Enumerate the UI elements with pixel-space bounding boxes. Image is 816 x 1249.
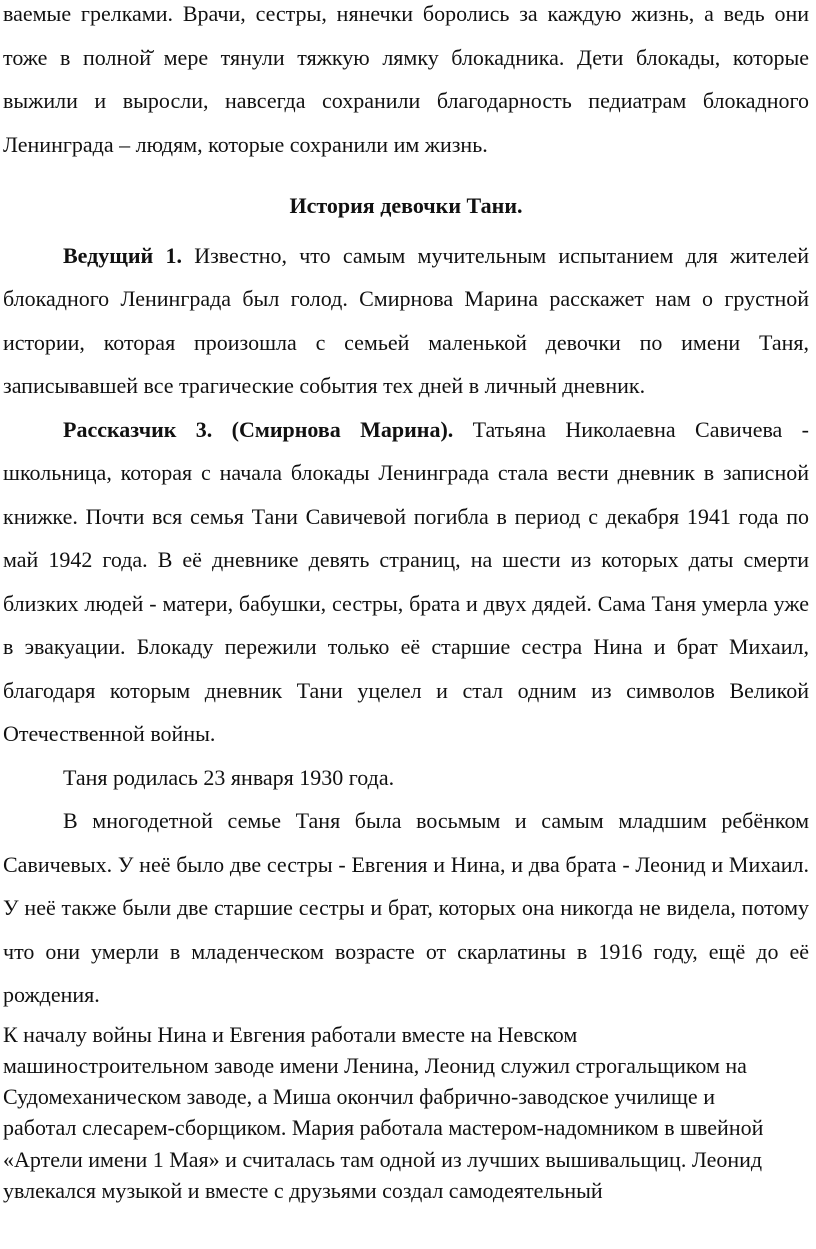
main-text-block xyxy=(3,0,809,1017)
section-heading: История девочки Тани. xyxy=(289,193,523,218)
host-paragraph xyxy=(3,234,809,408)
narrator-text: Татьяна Николаевна Савичева - школьница, которая с начала блокады Ленинграда стала вести дневник в записной книжке. Почти вся семья Тани Савичевой погибла в период с декабря 1941 года по май 1942 года. В её дневнике девять страниц, на шести из которых даты смерти близких людей - матери, бабушки, сестры, брата и двух дядей. Сама Таня умерла уже в эвакуации. Блокаду пережили только её старшие сестра Нина и брат Михаил, благодаря которым дневник Тани уцелел и стал одним из символов Великой Отечественной войны. xyxy=(3,416,809,746)
narrator-paragraph xyxy=(3,408,809,756)
war-paragraph: К началу войны Нина и Евгения работали вместе на Невском машиностроительном заводе имени Ленина, Леонид служил строгальщиком на Судомеханическом заводе, а Миша окончил фабрично-заводское училище и работал слесарем-сборщиком. Мария работала мастером-надомником в швейной «Артели имени 1 Мая» и считалась там одной из лучших вышивальщиц. Леонид увлекался музыкой и вместе с друзьями создал самодеятельный xyxy=(3,1021,764,1203)
family-paragraph: В многодетной семье Таня была восьмым и самым младшим ребёнком Савичевых. У неё было две сестры - Евгения и Нина, и два брата - Леонид и Михаил. У неё также были две старшие сестры и брат, которых она никогда не видела, потому что они умерли в младенческом возрасте от скарлатины в 1916 году, ещё до её рождения. xyxy=(3,808,809,1007)
opening-paragraph: ваемые грелками. Врачи, сестры, нянечки боролись за каждую жизнь, а ведь они тоже в полной̆ мере тянули тяжкую лямку блокадника. Дети блокады, которые выжили и выросли, навсегда сохранили благодарность педиатрам блокадного Ленинграда – людям, которые сохранили им жизнь. xyxy=(3,1,809,157)
host-label: Ведущий 1. xyxy=(63,242,182,268)
narrator-label: Рассказчик 3. (Смирнова Марина). xyxy=(63,416,454,442)
host-text: Известно, что самым мучительным испытанием для жителей блокадного Ленинграда был голод. Смирнова Марина расскажет нам о грустной истории, которая произошла с семьей маленькой девочки по имени Таня, записывавшей все трагические события тех дней в личный дневник. xyxy=(3,242,810,398)
birth-paragraph: Таня родилась 23 января 1930 года. xyxy=(63,764,395,790)
